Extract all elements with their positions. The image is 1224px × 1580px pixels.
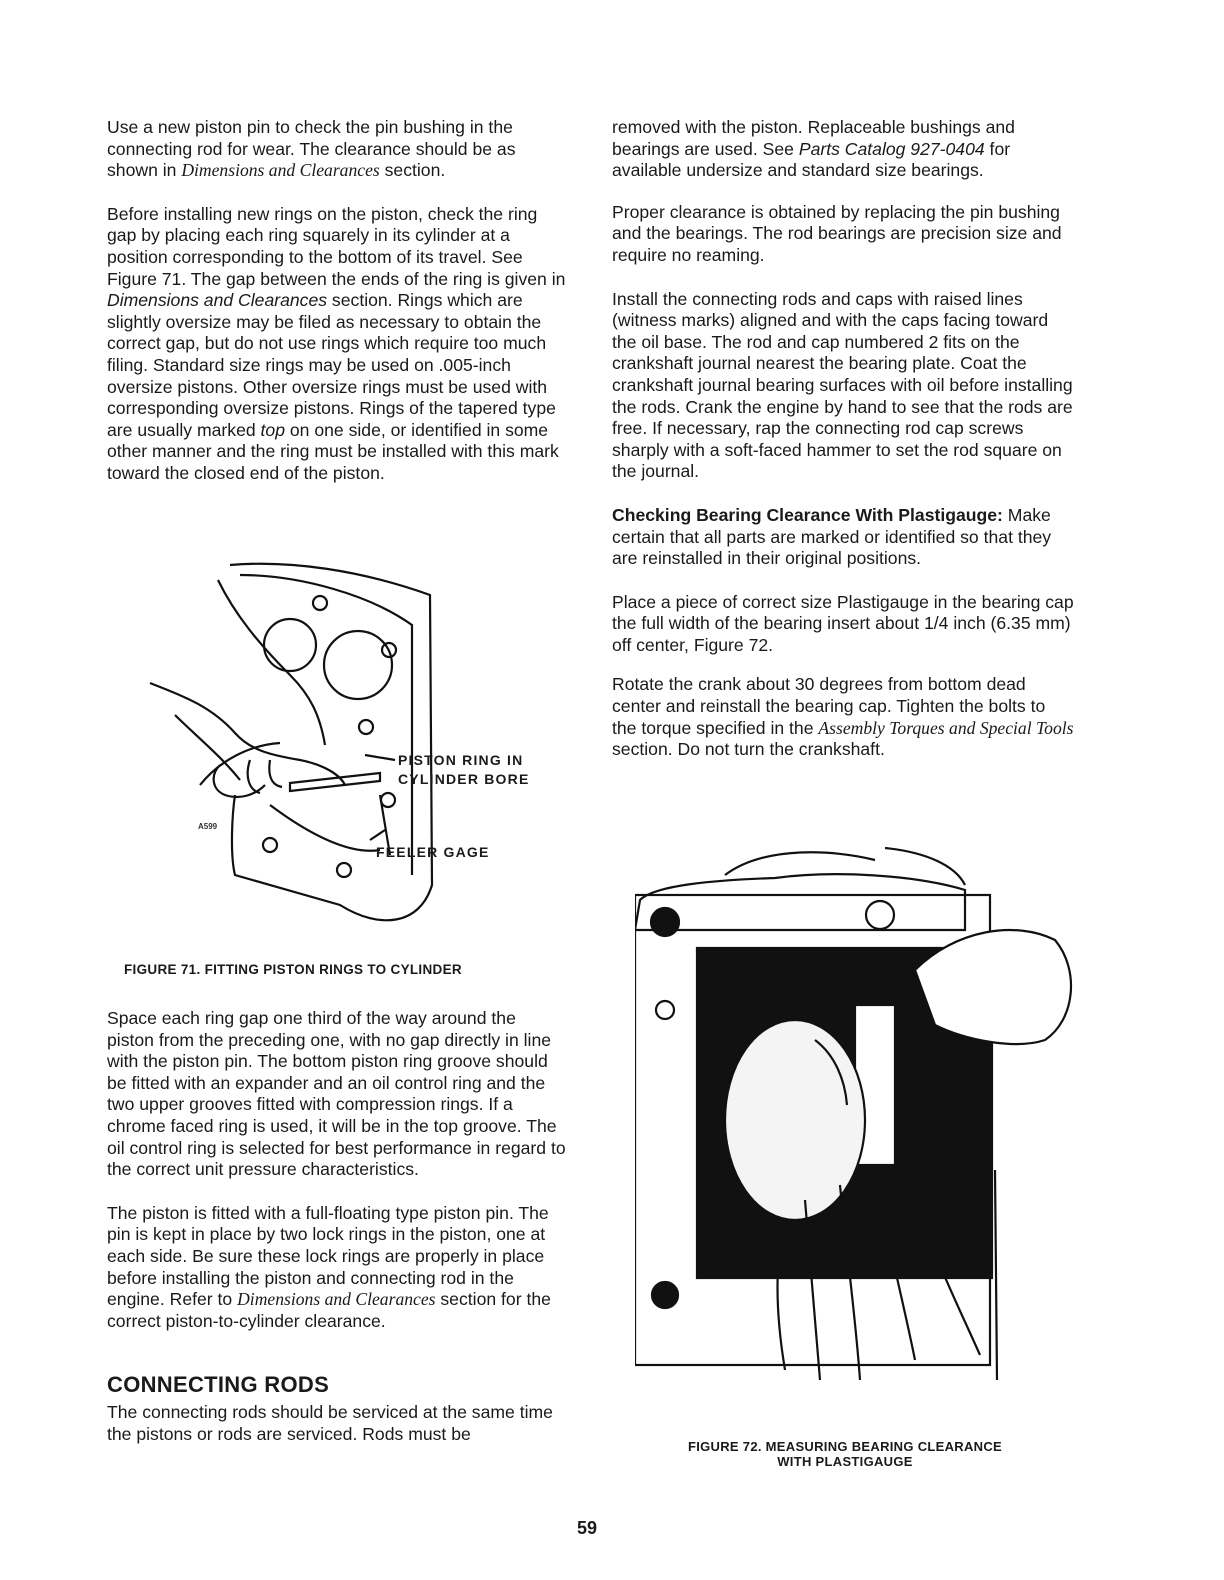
paragraph-removed-with-piston: removed with the piston. Replaceable bushings and bearings are used. See Parts Catalog 927-0404 for available undersize and standard size bearings. bbox=[612, 117, 1015, 181]
callout-feeler-gage: FEELER GAGE bbox=[376, 844, 490, 860]
paragraph-plastigauge-check: Checking Bearing Clearance With Plastigauge: Make certain that all parts are marked or identified so that they are reinstalled in their original positions. bbox=[612, 504, 1052, 569]
paragraph-install-rods: Install the connecting rods and caps with raised lines (witness marks) aligned and with the caps facing toward the oil base. The rod and cap numbered 2 fits on the crankshaft journal nearest the bearing plate. Coat the crankshaft journal bearing surfaces with oil before installing the rods. Crank the engine by hand to see that the rods are free. If necessary, rap the connecting rod cap screws sharply with a soft-faced hammer to set the rod square on the journal. bbox=[612, 288, 1073, 482]
paragraph-ring-gap: Before installing new rings on the piston, check the ring gap by placing each ring squarely in its cylinder at a position corresponding to the bottom of its travel. See Figure 71. The gap between the ends of the ring is given in Dimensions and Clearances section. Rings which are slightly oversize may be filed as necessary to obtain the correct gap, but do not use rings which require too much filing. Standard size rings may be used on .005-inch oversize pistons. Other oversize rings must be used with corresponding oversize pistons. Rings of the tapered type are usually marked top on one side, or identified in some other manner and the ring must be installed with this mark toward the closed end of the piston. bbox=[107, 203, 566, 483]
paragraph-place-plastigauge: Place a piece of correct size Plastigauge in the bearing cap the full width of the bearing insert about 1/4 inch (6.35 mm) off center, Figure 72. bbox=[612, 591, 1074, 655]
section-heading-connecting-rods: CONNECTING RODS bbox=[107, 1372, 330, 1398]
paragraph-piston-pin: The piston is fitted with a full-floating type piston pin. The pin is kept in place by two lock rings in the piston, one at each side. Be sure these lock rings are properly in place before installing the piston and connecting rod in the engine. Refer to Dimensions and Clearances section for the correct piston-to-cylinder clearance. bbox=[107, 1202, 551, 1331]
callout-piston-ring: PISTON RING IN CYLINDER BORE bbox=[398, 752, 530, 787]
paragraph-proper-clearance: Proper clearance is obtained by replacing the pin bushing and the bearings. The rod bearings are precision size and require no reaming. bbox=[612, 201, 1062, 265]
figure-code: A599 bbox=[198, 822, 218, 831]
figure-72-caption: FIGURE 72. MEASURING BEARING CLEARANCE WITH PLASTIGAUGE bbox=[687, 1439, 1003, 1469]
bearing-cap bbox=[725, 1020, 865, 1220]
paragraph-ring-spacing: Space each ring gap one third of the way around the piston from the preceding one, with no gap directly in line with the piston pin. The bottom piston ring groove should be fitted with an expander and an oil control ring and the two upper grooves fitted with compression rings. If a chrome faced ring is used, it will be in the top groove. The oil control ring is selected for best performance in regard to the correct unit pressure characteristics. bbox=[107, 1008, 566, 1180]
figure-72-illustration bbox=[635, 840, 1080, 1400]
page-number: 59 bbox=[577, 1518, 598, 1538]
left-column bbox=[107, 117, 567, 485]
cylinder-bore bbox=[324, 631, 392, 699]
paragraph-rotate-crank: Rotate the crank about 30 degrees from bottom dead center and reinstall the bearing cap. Tighten the bolts to the torque specified in the Assembly Torques and Special Tools section. Do not turn the crankshaft. bbox=[612, 674, 1074, 760]
feeler-gage-blade bbox=[290, 773, 380, 791]
paragraph-connecting-rods: The connecting rods should be serviced at the same time the pistons or rods are serviced. Rods must be bbox=[107, 1402, 553, 1444]
left-column-lower bbox=[107, 1008, 567, 1446]
paragraph-pin-bushing: Use a new piston pin to check the pin bushing in the connecting rod for wear. The clearance should be as shown in Dimensions and Clearances section. bbox=[107, 117, 516, 181]
figure-71-caption: FIGURE 71. FITTING PISTON RINGS TO CYLINDER bbox=[124, 962, 462, 977]
figure-71-illustration bbox=[140, 555, 440, 930]
engine-block-outline bbox=[635, 874, 965, 930]
right-column bbox=[612, 117, 1074, 761]
